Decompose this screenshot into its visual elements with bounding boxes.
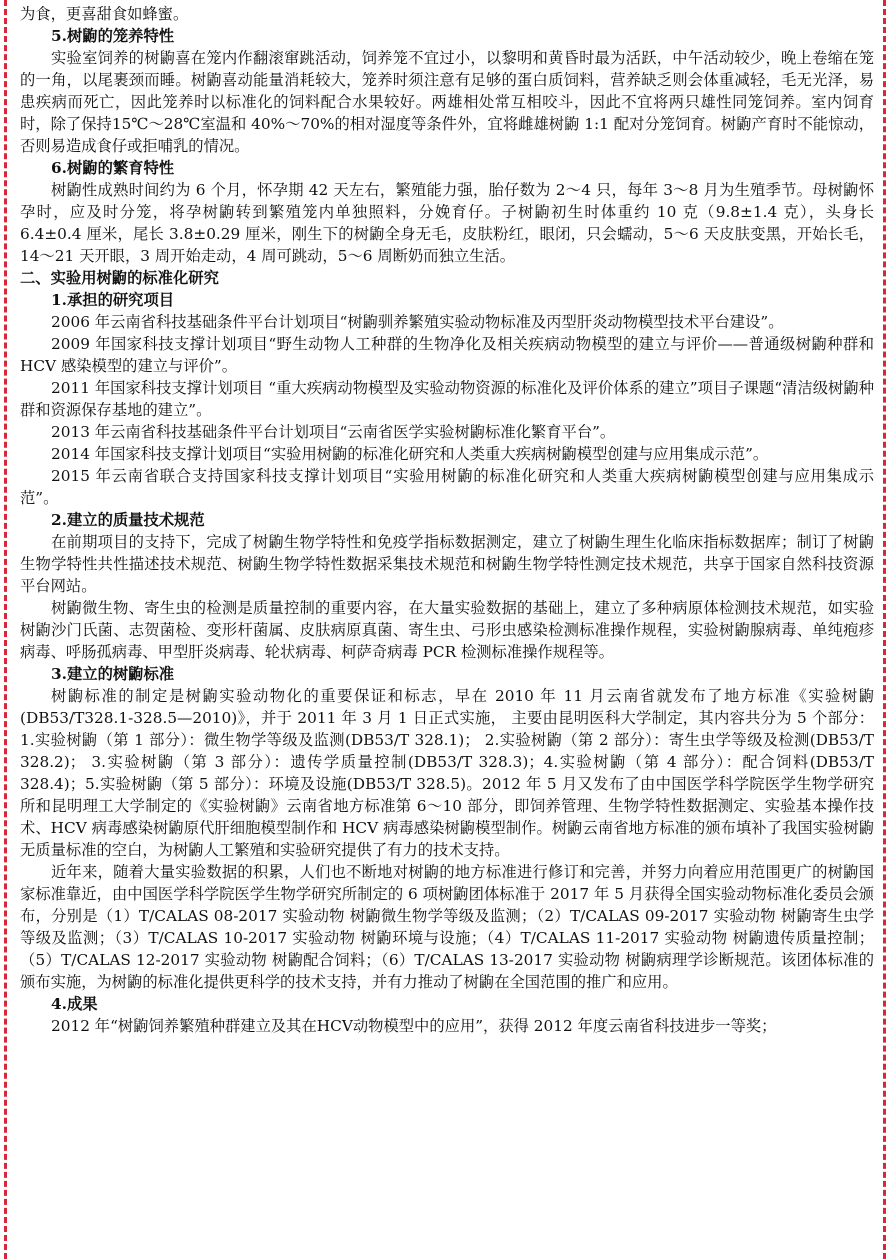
subsection-heading: 6.树鼩的繁育特性 xyxy=(51,159,175,177)
paragraph: 2012 年“树鼩饲养繁殖种群建立及其在HCV动物模型中的应用”，获得 2012 年度云南省科技进步一等奖； xyxy=(51,1017,777,1035)
paragraph: 近年来，随着大量实验数据的积累，人们也不断地对树鼩的地方标准进行修订和完善，并努力向着应用范围更广的树鼩国家标准靠近，由中国医学科学院医学生物学研究所制定的 6 项树鼩团体标准于 2017 年 5 月获得全国实验动物标准化委员会颁布，分别是（1）T/CALAS 08-2017 实验动物 树鼩微生物学等级及监测；（2）T/CALAS 09-2017 实验动物 树鼩寄生虫学等级及监测；（3）T/CALAS 10-2017 实验动物 树鼩环境与设施；（4）T/CALAS 11-2017 实验动物 树鼩遗传质量控制；（5）T/CALAS 12-2017 实验动物 树鼩配合饲料；（6）T/CALAS 13-2017 实验动物 树鼩病理学诊断规范。该团体标准的颁布实施，为树鼩的标准化提供更科学的技术支持，并有力推动了树鼩在全国范围的推广和应用。 xyxy=(20,863,874,991)
subsection-heading: 1.承担的研究项目 xyxy=(51,291,175,309)
paragraph: 2006 年云南省科技基础条件平台计划项目“树鼩驯养繁殖实验动物标准及丙型肝炎动物模型技术平台建设”。 xyxy=(51,313,784,331)
paragraph: 2015 年云南省联合支持国家科技支撑计划项目“实验用树鼩的标准化研究和人类重大疾病树鼩模型创建与应用集成示范”。 xyxy=(20,467,874,507)
document-body xyxy=(20,3,874,1037)
left-border xyxy=(4,0,7,1259)
section-heading: 二、实验用树鼩的标准化研究 xyxy=(20,269,219,287)
paragraph: 为食，更喜甜食如蜂蜜。 xyxy=(20,5,189,23)
paragraph: 实验室饲养的树鼩喜在笼内作翻滚窜跳活动，饲养笼不宜过小，以黎明和黄昏时最为活跃，中午活动较少，晚上卷缩在笼的一角，以尾裹颈而睡。树鼩喜动能量消耗较大，笼养时须注意有足够的蛋白质饲料，营养缺乏则会体重减轻，毛无光泽，易患疾病而死亡，因此笼养时以标准化的饲料配合水果较好。两雄相处常互相咬斗，因此不宜将两只雄性同笼饲养。室内饲育时，除了保持15℃～28℃室温和 40%～70%的相对湿度等条件外，宜将雌雄树鼩 1:1 配对分笼饲育。树鼩产育时不能惊动，否则易造成食仔或拒哺乳的情况。 xyxy=(20,49,874,155)
paragraph: 在前期项目的支持下，完成了树鼩生物学特性和免疫学指标数据测定，建立了树鼩生理生化临床指标数据库；制订了树鼩生物学特性共性描述技术规范、树鼩生物学特性数据采集技术规范和树鼩生物学特性测定技术规范，共享于国家自然科技资源平台网站。 xyxy=(20,533,874,595)
right-border xyxy=(883,0,886,1259)
subsection-heading: 2.建立的质量技术规范 xyxy=(51,511,205,529)
paragraph: 树鼩性成熟时间约为 6 个月，怀孕期 42 天左右，繁殖能力强，胎仔数为 2～4 只，每年 3～8 月为生殖季节。母树鼩怀孕时，应及时分笼，将孕树鼩转到繁殖笼内单独照料，分娩育仔。子树鼩初生时体重约 10 克（9.8±1.4 克），头身长 6.4±0.4 厘米，尾长 3.8±0.29 厘米，刚生下的树鼩全身无毛，皮肤粉红，眼闭，只会蠕动，5～6 天皮肤变黑，开始长毛，14～21 天开眼，3 周开始走动，4 周可跳动，5～6 周断奶而独立生活。 xyxy=(20,181,874,265)
subsection-heading: 4.成果 xyxy=(51,995,98,1013)
paragraph: 2013 年云南省科技基础条件平台计划项目“云南省医学实验树鼩标准化繁育平台”。 xyxy=(51,423,616,441)
paragraph: 2009 年国家科技支撑计划项目“野生动物人工种群的生物净化及相关疾病动物模型的建立与评价——普通级树鼩种群和 HCV 感染模型的建立与评价”。 xyxy=(20,335,874,375)
paragraph: 2014 年国家科技支撑计划项目“实验用树鼩的标准化研究和人类重大疾病树鼩模型创建与应用集成示范”。 xyxy=(51,445,769,463)
paragraph: 树鼩微生物、寄生虫的检测是质量控制的重要内容，在大量实验数据的基础上，建立了多种病原体检测技术规范，如实验树鼩沙门氏菌、志贺菌检、变形杆菌属、皮肤病原真菌、寄生虫、弓形虫感染检测标准操作规程，实验树鼩腺病毒、单纯疱疹病毒、呼肠孤病毒、甲型肝炎病毒、轮状病毒、柯萨奇病毒 PCR 检测标准操作规程等。 xyxy=(20,599,874,661)
paragraph: 树鼩标准的制定是树鼩实验动物化的重要保证和标志，早在 2010 年 11 月云南省就发布了地方标准《实验树鼩(DB53/T328.1-328.5—2010)》，并于 2011 年 3 月 1 日正式实施， 主要由昆明医科大学制定，其内容共分为 5 个部分：1.实验树鼩（第 1 部分）：微生物学等级及监测(DB53/T 328.1)； 2.实验树鼩（第 2 部分）：寄生虫学等级及检测(DB53/T 328.2)； 3.实验树鼩（第 3 部分）：遗传学质量控制(DB53/T 328.3)；4.实验树鼩（第 4 部分）：配合饲料(DB53/T 328.4)；5.实验树鼩（第 5 部分）：环境及设施(DB53/T 328.5)。2012 年 5 月又发布了由中国医学科学院医学生物学研究所和昆明理工大学制定的《实验树鼩》云南省地方标准第 6～10 部分，即饲养管理、生物学特性数据测定、实验基本操作技术、HCV 病毒感染树鼩原代肝细胞模型制作和 HCV 病毒感染树鼩模型制作。树鼩云南省地方标准的颁布填补了我国实验树鼩无质量标准的空白，为树鼩人工繁殖和实验研究提供了有力的技术支持。 xyxy=(20,687,874,859)
subsection-heading: 3.建立的树鼩标准 xyxy=(51,665,175,683)
paragraph: 2011 年国家科技支撑计划项目 “重大疾病动物模型及实验动物资源的标准化及评价体系的建立”项目子课题“清洁级树鼩种群和资源保存基地的建立”。 xyxy=(20,379,874,419)
subsection-heading: 5.树鼩的笼养特性 xyxy=(51,27,175,45)
